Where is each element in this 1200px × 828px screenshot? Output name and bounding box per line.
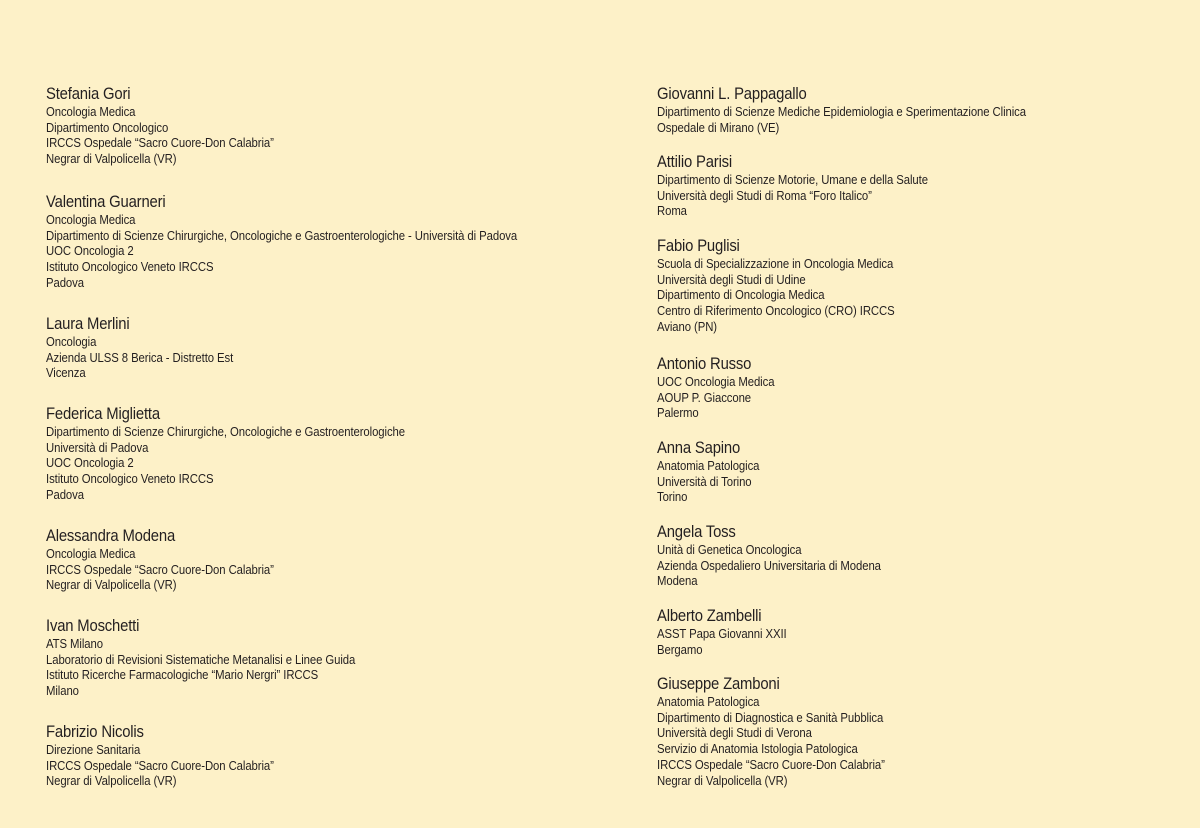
affiliation-line: Oncologia Medica bbox=[46, 212, 136, 227]
affiliation-line: Dipartimento di Scienze Mediche Epidemiologia e Sperimentazione Clinica bbox=[657, 104, 1026, 119]
affiliation-line: Oncologia Medica bbox=[46, 546, 136, 561]
affiliation-line: Laboratorio di Revisioni Sistematiche Metanalisi e Linee Guida bbox=[46, 651, 356, 667]
affiliation-line: Bergamo bbox=[657, 641, 703, 657]
affiliation-line: Padova bbox=[46, 274, 84, 290]
contributor-entry bbox=[657, 606, 808, 657]
affiliation-line: Negrar di Valpolicella (VR) bbox=[46, 151, 177, 167]
contributor-name: Attilio Parisi bbox=[657, 153, 733, 171]
affiliation-line: Roma bbox=[657, 203, 687, 219]
contributor-entry bbox=[46, 722, 311, 789]
affiliation-line: Azienda Ospedaliero Universitaria di Modena bbox=[657, 557, 881, 573]
contributor-name: Antonio Russo bbox=[657, 355, 752, 373]
affiliation-line: Università degli Studi di Udine bbox=[657, 271, 806, 287]
affiliation-line: Vicenza bbox=[46, 365, 86, 381]
affiliation-line: Anatomia Patologica bbox=[657, 694, 760, 709]
contributor-entry bbox=[46, 404, 463, 503]
affiliation-line: Dipartimento di Scienze Motorie, Umane e della Salute bbox=[657, 172, 928, 187]
affiliation-line: Servizio di Anatomia Istologia Patologica bbox=[657, 741, 858, 757]
affiliation-line: UOC Oncologia 2 bbox=[46, 455, 134, 471]
affiliation-line: Azienda ULSS 8 Berica - Distretto Est bbox=[46, 349, 234, 365]
contributor-name: Alberto Zambelli bbox=[657, 607, 762, 625]
contributor-name: Federica Miglietta bbox=[46, 405, 160, 423]
affiliation-line: Direzione Sanitaria bbox=[46, 742, 141, 757]
affiliation-line: Anatomia Patologica bbox=[657, 458, 760, 473]
affiliation-line: Ospedale di Mirano (VE) bbox=[657, 119, 780, 135]
contributor-entry bbox=[657, 522, 917, 589]
affiliation-line: Unità di Genetica Oncologica bbox=[657, 542, 802, 557]
affiliation-line: Dipartimento di Diagnostica e Sanità Pubblica bbox=[657, 709, 884, 725]
affiliation-line: Università di Padova bbox=[46, 439, 149, 455]
contributor-entry bbox=[46, 526, 311, 593]
affiliation-line: Aviano (PN) bbox=[657, 318, 717, 334]
affiliation-line: UOC Oncologia 2 bbox=[46, 243, 134, 259]
affiliation-line: Negrar di Valpolicella (VR) bbox=[657, 772, 788, 788]
affiliation-line: AOUP P. Giaccone bbox=[657, 389, 752, 405]
affiliation-line: Istituto Oncologico Veneto IRCCS bbox=[46, 259, 214, 275]
affiliation-line: Università degli Studi di Roma “Foro Italico” bbox=[657, 187, 872, 203]
contributor-entry bbox=[657, 354, 794, 421]
contributor-entry bbox=[657, 674, 922, 788]
affiliation-line: IRCCS Ospedale “Sacro Cuore-Don Calabria” bbox=[46, 561, 274, 577]
affiliation-line: Istituto Oncologico Veneto IRCCS bbox=[46, 471, 214, 487]
affiliation-line: Dipartimento di Oncologia Medica bbox=[657, 287, 825, 303]
affiliation-line: UOC Oncologia Medica bbox=[657, 374, 775, 389]
affiliation-line: Centro di Riferimento Oncologico (CRO) IRCCS bbox=[657, 303, 895, 319]
affiliation-line: Palermo bbox=[657, 405, 699, 421]
contributor-name: Giovanni L. Pappagallo bbox=[657, 85, 807, 103]
contributor-name: Anna Sapino bbox=[657, 439, 741, 457]
affiliation-line: IRCCS Ospedale “Sacro Cuore-Don Calabria” bbox=[46, 757, 274, 773]
affiliation-line: Padova bbox=[46, 486, 84, 502]
affiliation-line: Milano bbox=[46, 683, 79, 699]
affiliation-line: Negrar di Valpolicella (VR) bbox=[46, 773, 177, 789]
affiliation-line: Oncologia Medica bbox=[46, 104, 136, 119]
affiliation-line: ATS Milano bbox=[46, 636, 103, 651]
contributor-name: Stefania Gori bbox=[46, 85, 131, 103]
contributor-entry bbox=[46, 616, 406, 699]
contributor-entry bbox=[657, 84, 1086, 135]
contributor-name: Giuseppe Zamboni bbox=[657, 675, 780, 693]
affiliation-line: Negrar di Valpolicella (VR) bbox=[46, 577, 177, 593]
affiliation-line: Università di Torino bbox=[657, 473, 752, 489]
contributor-name: Fabio Puglisi bbox=[657, 237, 740, 255]
contributor-entry bbox=[46, 84, 311, 167]
contributor-entry bbox=[46, 192, 594, 291]
contributor-name: Fabrizio Nicolis bbox=[46, 723, 144, 741]
contributor-entry bbox=[657, 152, 972, 219]
affiliation-line: Istituto Ricerche Farmacologiche “Mario Nergri” IRCCS bbox=[46, 667, 319, 683]
contributor-entry bbox=[657, 236, 933, 335]
affiliation-line: IRCCS Ospedale “Sacro Cuore-Don Calabria” bbox=[657, 756, 885, 772]
affiliation-line: Dipartimento di Scienze Chirurgiche, Oncologiche e Gastroenterologiche bbox=[46, 424, 405, 439]
contributor-entry bbox=[46, 314, 264, 381]
affiliation-line: Dipartimento di Scienze Chirurgiche, Oncologiche e Gastroenterologiche - Università di Padova bbox=[46, 227, 518, 243]
contributor-entry bbox=[657, 438, 776, 505]
contributor-name: Valentina Guarneri bbox=[46, 193, 166, 211]
contributor-name: Ivan Moschetti bbox=[46, 617, 140, 635]
affiliation-line: Oncologia bbox=[46, 334, 97, 349]
affiliation-line: Torino bbox=[657, 489, 688, 505]
contributor-name: Angela Toss bbox=[657, 523, 736, 541]
contributor-name: Laura Merlini bbox=[46, 315, 130, 333]
affiliation-line: ASST Papa Giovanni XXII bbox=[657, 626, 787, 641]
affiliation-line: Scuola di Specializzazione in Oncologia Medica bbox=[657, 256, 894, 271]
affiliation-line: Dipartimento Oncologico bbox=[46, 119, 169, 135]
contributor-name: Alessandra Modena bbox=[46, 527, 176, 545]
affiliation-line: Università degli Studi di Verona bbox=[657, 725, 812, 741]
affiliation-line: IRCCS Ospedale “Sacro Cuore-Don Calabria” bbox=[46, 135, 274, 151]
affiliation-line: Modena bbox=[657, 573, 698, 589]
